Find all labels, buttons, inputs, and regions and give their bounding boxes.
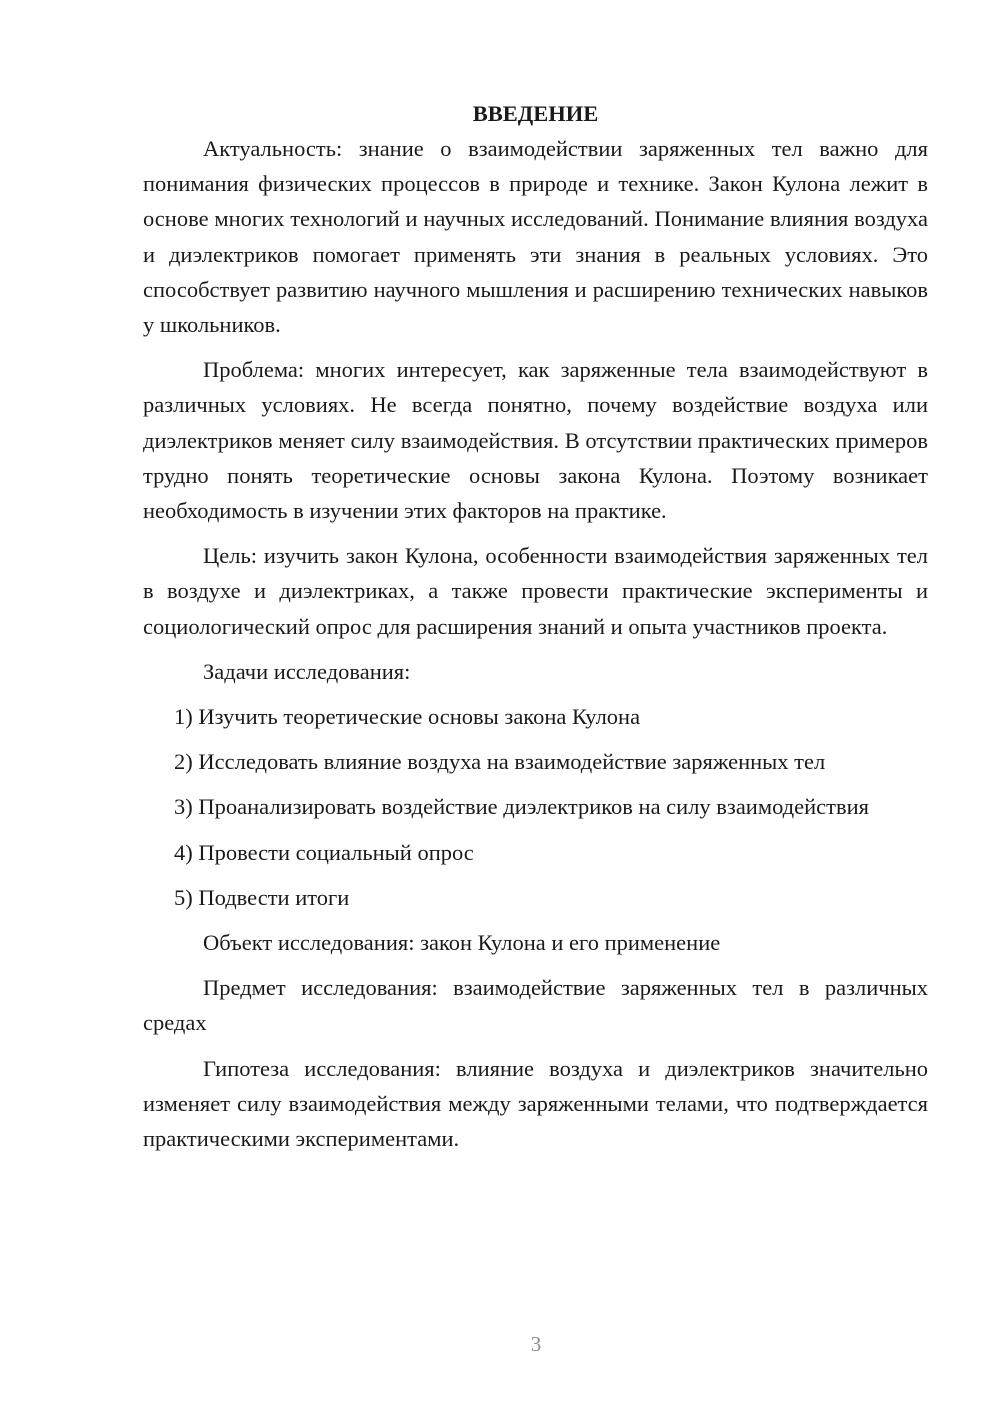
tasks-heading: Задачи исследования:	[203, 658, 411, 684]
task-item-2: 2) Исследовать влияние воздуха на взаимодействие заряженных тел	[174, 749, 826, 775]
research-subject-paragraph: Предмет исследования: взаимодействие заряженных тел в различных средах	[143, 975, 928, 1036]
document-page	[143, 96, 928, 1166]
research-object-paragraph: Объект исследования: закон Кулона и его применение	[203, 930, 721, 956]
hypothesis-paragraph: Гипотеза исследования: влияние воздуха и диэлектриков значительно изменяет силу взаимодействия между заряженными телами, что подтверждается практическими экспериментами.	[143, 1055, 928, 1152]
task-item-5: 5) Подвести итоги	[174, 884, 350, 910]
problem-paragraph: Проблема: многих интересует, как заряженные тела взаимодействуют в различных условиях. Не всегда понятно, почему воздействие воздуха или диэлектриков меняет силу взаимодействия. В отсутствии практических примеров трудно понять теоретические основы закона Кулона. Поэтому возникает необходимость в изучении этих факторов на практике.	[143, 357, 928, 524]
page-number: 3	[530, 1332, 542, 1356]
task-item-4: 4) Провести социальный опрос	[174, 839, 474, 865]
relevance-paragraph: Актуальность: знание о взаимодействии заряженных тел важно для понимания физических процессов в природе и технике. Закон Кулона лежит в основе многих технологий и научных исследований. Понимание влияния воздуха и диэлектриков помогает применять эти знания в реальных условиях. Это способствует развитию научного мышления и расширению технических навыков у школьников.	[143, 136, 928, 338]
goal-paragraph: Цель: изучить закон Кулона, особенности взаимодействия заряженных тел в воздухе и диэлектриках, а также провести практические эксперименты и социологический опрос для расширения знаний и опыта участников проекта.	[143, 543, 928, 639]
task-item-3: 3) Проанализировать воздействие диэлектриков на силу взаимодействия	[174, 794, 869, 820]
task-item-1: 1) Изучить теоретические основы закона Кулона	[174, 704, 641, 730]
section-title: ВВЕДЕНИЕ	[472, 101, 599, 126]
